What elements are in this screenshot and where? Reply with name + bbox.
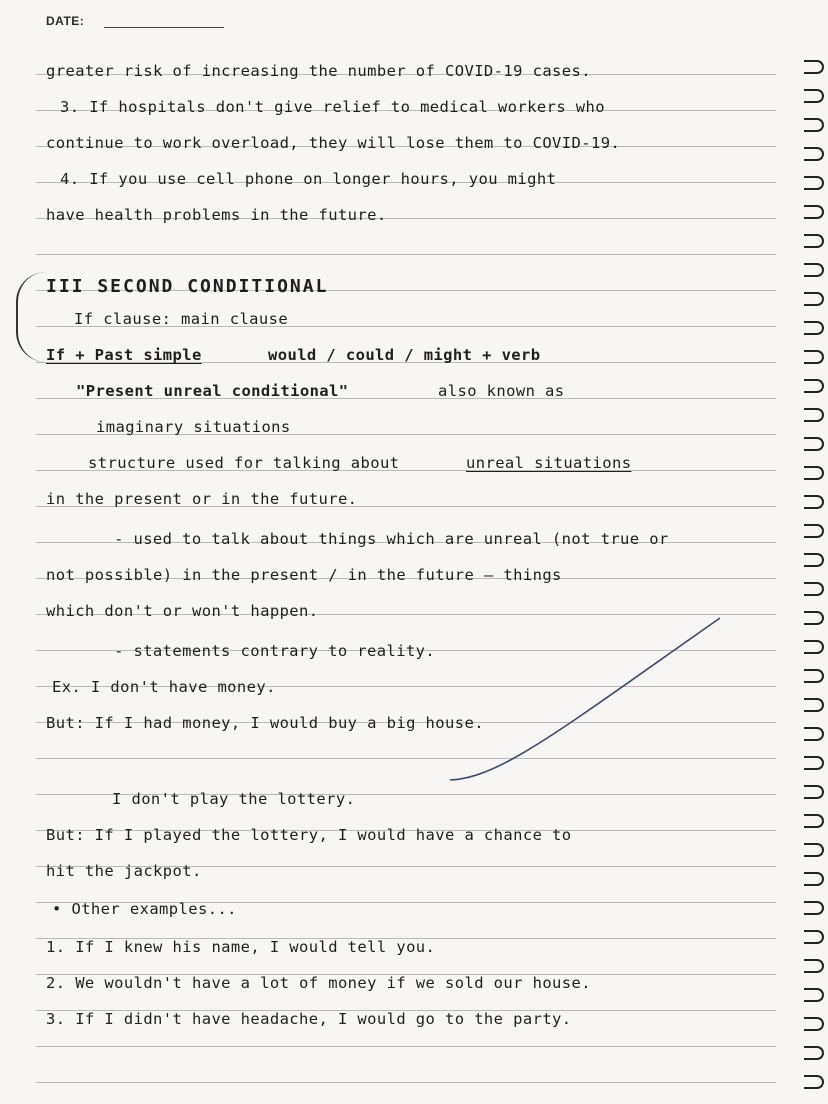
section-heading: III SECOND CONDITIONAL [46,276,329,297]
spiral-ring [804,640,824,654]
spiral-ring [804,843,824,857]
spiral-ring [804,379,824,393]
section-bracket [16,272,48,362]
spiral-ring [804,785,824,799]
spiral-ring [804,930,824,944]
date-label: DATE: [46,14,85,28]
spiral-ring [804,669,824,683]
spiral-ring [804,524,824,538]
example-line: Ex. I don't have money. [52,678,276,696]
definition-line: also known as [438,382,565,400]
spiral-ring [804,495,824,509]
date-line [104,27,224,28]
example-line: 3. If I didn't have headache, I would go to the party. [46,1010,572,1028]
spiral-ring [804,582,824,596]
ruled-line [36,254,776,255]
note-line: 3. If hospitals don't give relief to medical workers who [60,98,605,116]
spiral-ring [804,611,824,625]
spiral-ring [804,727,824,741]
example-line: hit the jackpot. [46,862,202,880]
spiral-ring [804,466,824,480]
example-line: 2. We wouldn't have a lot of money if we sold our house. [46,974,591,992]
spiral-ring [804,205,824,219]
clause-labels: If clause: main clause [74,310,289,328]
spiral-ring [804,408,824,422]
usage-line: - used to talk about things which are unreal (not true or [114,530,669,548]
definition-line: in the present or in the future. [46,490,358,508]
spiral-ring [804,872,824,886]
formula-right: would / could / might + verb [268,346,541,364]
usage-line: which don't or won't happen. [46,602,319,620]
example-line: But: If I played the lottery, I would have a chance to [46,826,572,844]
spiral-ring [804,553,824,567]
definition-line: unreal situations [466,454,632,472]
spiral-ring [804,89,824,103]
spiral-ring [804,959,824,973]
definition-line: imaginary situations [96,418,291,436]
spiral-ring [804,263,824,277]
spiral-ring [804,1046,824,1060]
spiral-binding [800,0,828,1104]
usage-line: - statements contrary to reality. [114,642,436,660]
spiral-ring [804,234,824,248]
spiral-ring [804,1017,824,1031]
note-line: have health problems in the future. [46,206,387,224]
example-line: I don't play the lottery. [112,790,356,808]
spiral-ring [804,814,824,828]
spiral-ring [804,321,824,335]
definition-line: structure used for talking about [88,454,400,472]
spiral-ring [804,350,824,364]
spiral-ring [804,756,824,770]
ruled-line [36,1082,776,1083]
spiral-ring [804,147,824,161]
formula-left: If + Past simple [46,346,202,364]
note-line: greater risk of increasing the number of COVID-19 cases. [46,62,591,80]
spiral-ring [804,292,824,306]
spiral-ring [804,901,824,915]
spiral-ring [804,176,824,190]
other-examples-label: • Other examples... [52,900,237,918]
spiral-ring [804,1075,824,1089]
ruled-line [36,1046,776,1047]
spiral-ring [804,698,824,712]
definition-line: "Present unreal conditional" [76,382,349,400]
spiral-ring [804,118,824,132]
note-line: 4. If you use cell phone on longer hours, you might [60,170,557,188]
spiral-ring [804,437,824,451]
example-line: 1. If I knew his name, I would tell you. [46,938,436,956]
note-line: continue to work overload, they will lose them to COVID-19. [46,134,621,152]
spiral-ring [804,988,824,1002]
spiral-ring [804,60,824,74]
example-line: But: If I had money, I would buy a big house. [46,714,484,732]
pen-stroke [440,610,730,790]
usage-line: not possible) in the present / in the future — things [46,566,562,584]
